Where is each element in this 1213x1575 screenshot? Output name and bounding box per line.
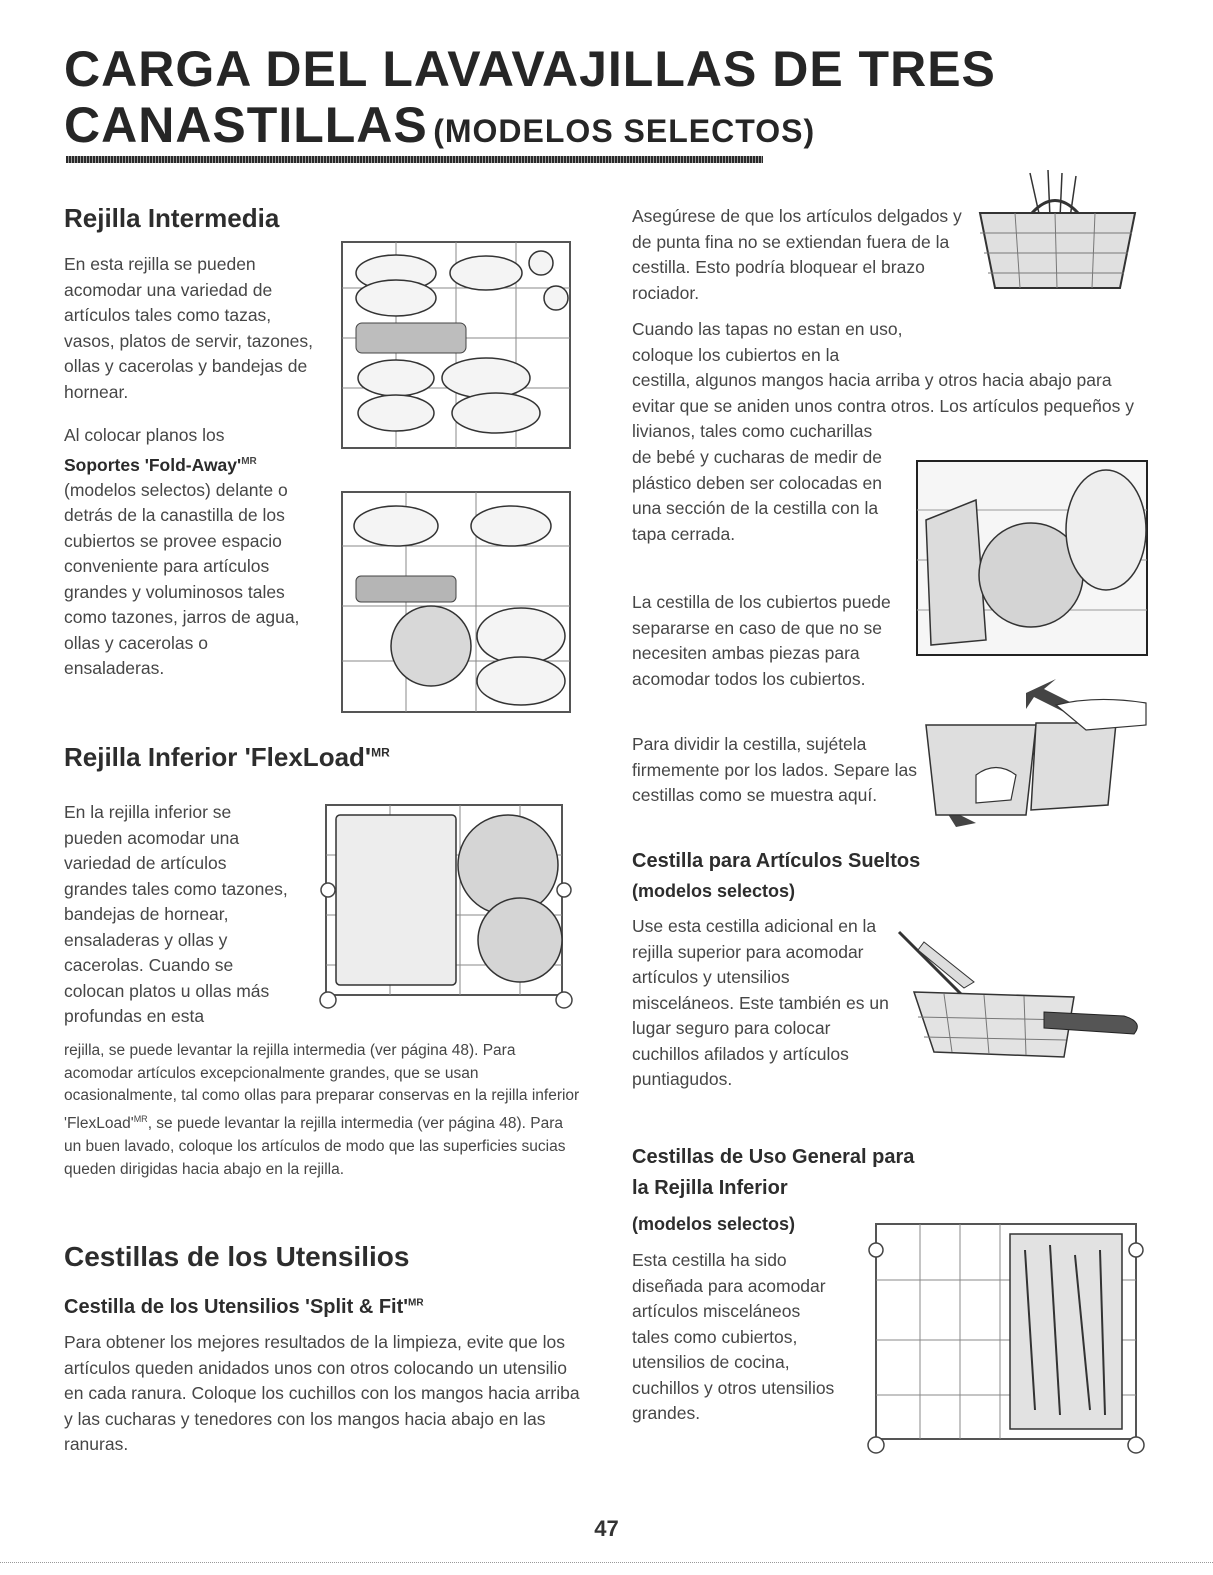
- page-title-sub: (MODELOS SELECTOS): [433, 113, 816, 149]
- heading-uso-general-line-1: Cestillas de Uso General para: [632, 1146, 915, 1168]
- middle-rack-dishes-illustration: [336, 228, 576, 454]
- paragraph-uso-general: Esta cestilla ha sido diseñada para acomodar artículos misceláneos tales como cubiertos, utensilios de cocina, cuchillos y otros utensilios grandes.: [632, 1250, 835, 1423]
- page-title-line-1: CARGA DEL LAVAVAJILLAS DE TRES: [64, 41, 996, 97]
- paragraph-tapas-part-3: de bebé y cucharas de medir de plástico deben ser colocadas en una sección de la cestilla con la tapa cerrada.: [632, 447, 883, 544]
- split-fit-title: Cestilla de los Utensilios 'Split & Fit': [64, 1296, 409, 1318]
- p2-rest: (modelos selectos) delante o detrás de la canastilla de los cubiertos se provee espacio conveniente para artículos grandes y voluminosos tales como tazones, jarros de agua, ollas y cacerolas o ensaladeras.: [64, 479, 300, 679]
- heading-rejilla-intermedia: Rejilla Intermedia: [64, 203, 280, 233]
- rejilla-intermedia-paragraph-2: [64, 423, 304, 682]
- bottom-divider: [0, 1562, 1213, 1564]
- subheading-articulos-sueltos-modelos: (modelos selectos): [632, 881, 796, 901]
- fold-away-label: Soportes 'Fold-Away': [64, 454, 242, 475]
- fold-away-mark: MR: [241, 455, 257, 467]
- paragraph-tapas-part-2: cestilla, algunos mangos hacia arriba y otros hacia abajo para evitar que se aniden unos contra otros. Los artículos pequeños y livianos, tales como cucharillas: [632, 370, 1134, 441]
- split-fit-mark: MR: [408, 1297, 424, 1309]
- rejilla-inferior-paragraph-part-1: En la rejilla inferior se pueden acomodar una variedad de artículos grandes tales como tazones, bandejas de hornear, ensaladeras y ollas y cacerolas. Cuando se colocan platos u ollas más profundas en esta: [64, 802, 288, 1026]
- p1-b: rejilla, se puede levantar la rejilla intermedia (ver página 48). Para acomodar artículos excepcionalmente grandes, que se usan ocasionalmente, tal como ollas para preparar conservas en la rejilla inferior 'FlexLoad': [64, 1042, 580, 1133]
- subheading-split-fit: [64, 1296, 424, 1319]
- heading-articulos-sueltos: Cestilla para Artículos Sueltos: [632, 850, 921, 872]
- heading-uso-general-line-2: la Rejilla Inferior: [632, 1177, 788, 1199]
- middle-rack-fold-away-illustration: [336, 486, 576, 718]
- rejilla-intermedia-paragraph-1: En esta rejilla se pueden acomodar una variedad de artículos tales como tazas, vasos, platos de servir, tazones, ollas y cacerolas y bandejas de hornear.: [64, 254, 314, 402]
- basket-in-rack-illustration: [916, 460, 1148, 656]
- page-number: 47: [594, 1516, 619, 1541]
- paragraph-tapas-part-1: Cuando las tapas no estan en uso, coloque los cubiertos en la: [632, 319, 903, 365]
- title-divider: [66, 156, 763, 163]
- page-title-main: CANASTILLAS: [64, 97, 428, 153]
- paragraph-articulos-sueltos: Use esta cestilla adicional en la rejilla superior para acomodar artículos y utensilios misceláneos. Este también es un lugar seguro para colocar cuchillos afilados y artículos puntiagudos.: [632, 916, 889, 1089]
- p2-lead: Al colocar planos los: [64, 425, 225, 445]
- knife-basket-illustration: [894, 922, 1152, 1060]
- paragraph-asegurese: Asegúrese de que los artículos delgados y de punta fina no se extiendan fuera de la cestilla. Esto podría bloquear el brazo rociador.: [632, 206, 962, 303]
- heading-rejilla-inferior: [64, 742, 390, 773]
- heading-cestillas-utensilios: Cestillas de los Utensilios: [64, 1241, 410, 1272]
- paragraph-dividir: Para dividir la cestilla, sujétela firmemente por los lados. Separe las cestillas como se muestra aquí.: [632, 734, 917, 805]
- rejilla-inferior-title: Rejilla Inferior 'FlexLoad': [64, 742, 372, 772]
- page-title-line-2: [64, 97, 816, 153]
- lower-rack-illustration: [310, 795, 582, 1020]
- split-basket-illustration: [916, 665, 1150, 837]
- rejilla-inferior-paragraph-part-2: [64, 1040, 584, 1181]
- flexload-mark: MR: [371, 745, 390, 760]
- p1-c: , se puede levantar la rejilla intermedia (ver página 48). Para un buen lavado, coloque los artículos de modo que las superficies sucias queden dirigidas hacia abajo en la rejilla.: [64, 1115, 566, 1178]
- subheading-uso-general-modelos: (modelos selectos): [632, 1214, 796, 1234]
- silverware-basket-illustration: [970, 168, 1150, 292]
- paragraph-separarse: La cestilla de los cubiertos puede separarse en caso de que no se necesiten ambas piezas para acomodar todos los cubiertos.: [632, 592, 891, 689]
- general-purpose-basket-rack-illustration: [860, 1210, 1150, 1460]
- flexload-mark-inline: MR: [133, 1114, 148, 1125]
- cestillas-utensilios-paragraph: Para obtener los mejores resultados de la limpieza, evite que los artículos queden anidados unos con otros colocando un utensilio en cada ranura. Coloque los cuchillos con los mangos hacia arriba y las cucharas y tenedores con los mangos hacia abajo en las ranuras.: [64, 1332, 580, 1454]
